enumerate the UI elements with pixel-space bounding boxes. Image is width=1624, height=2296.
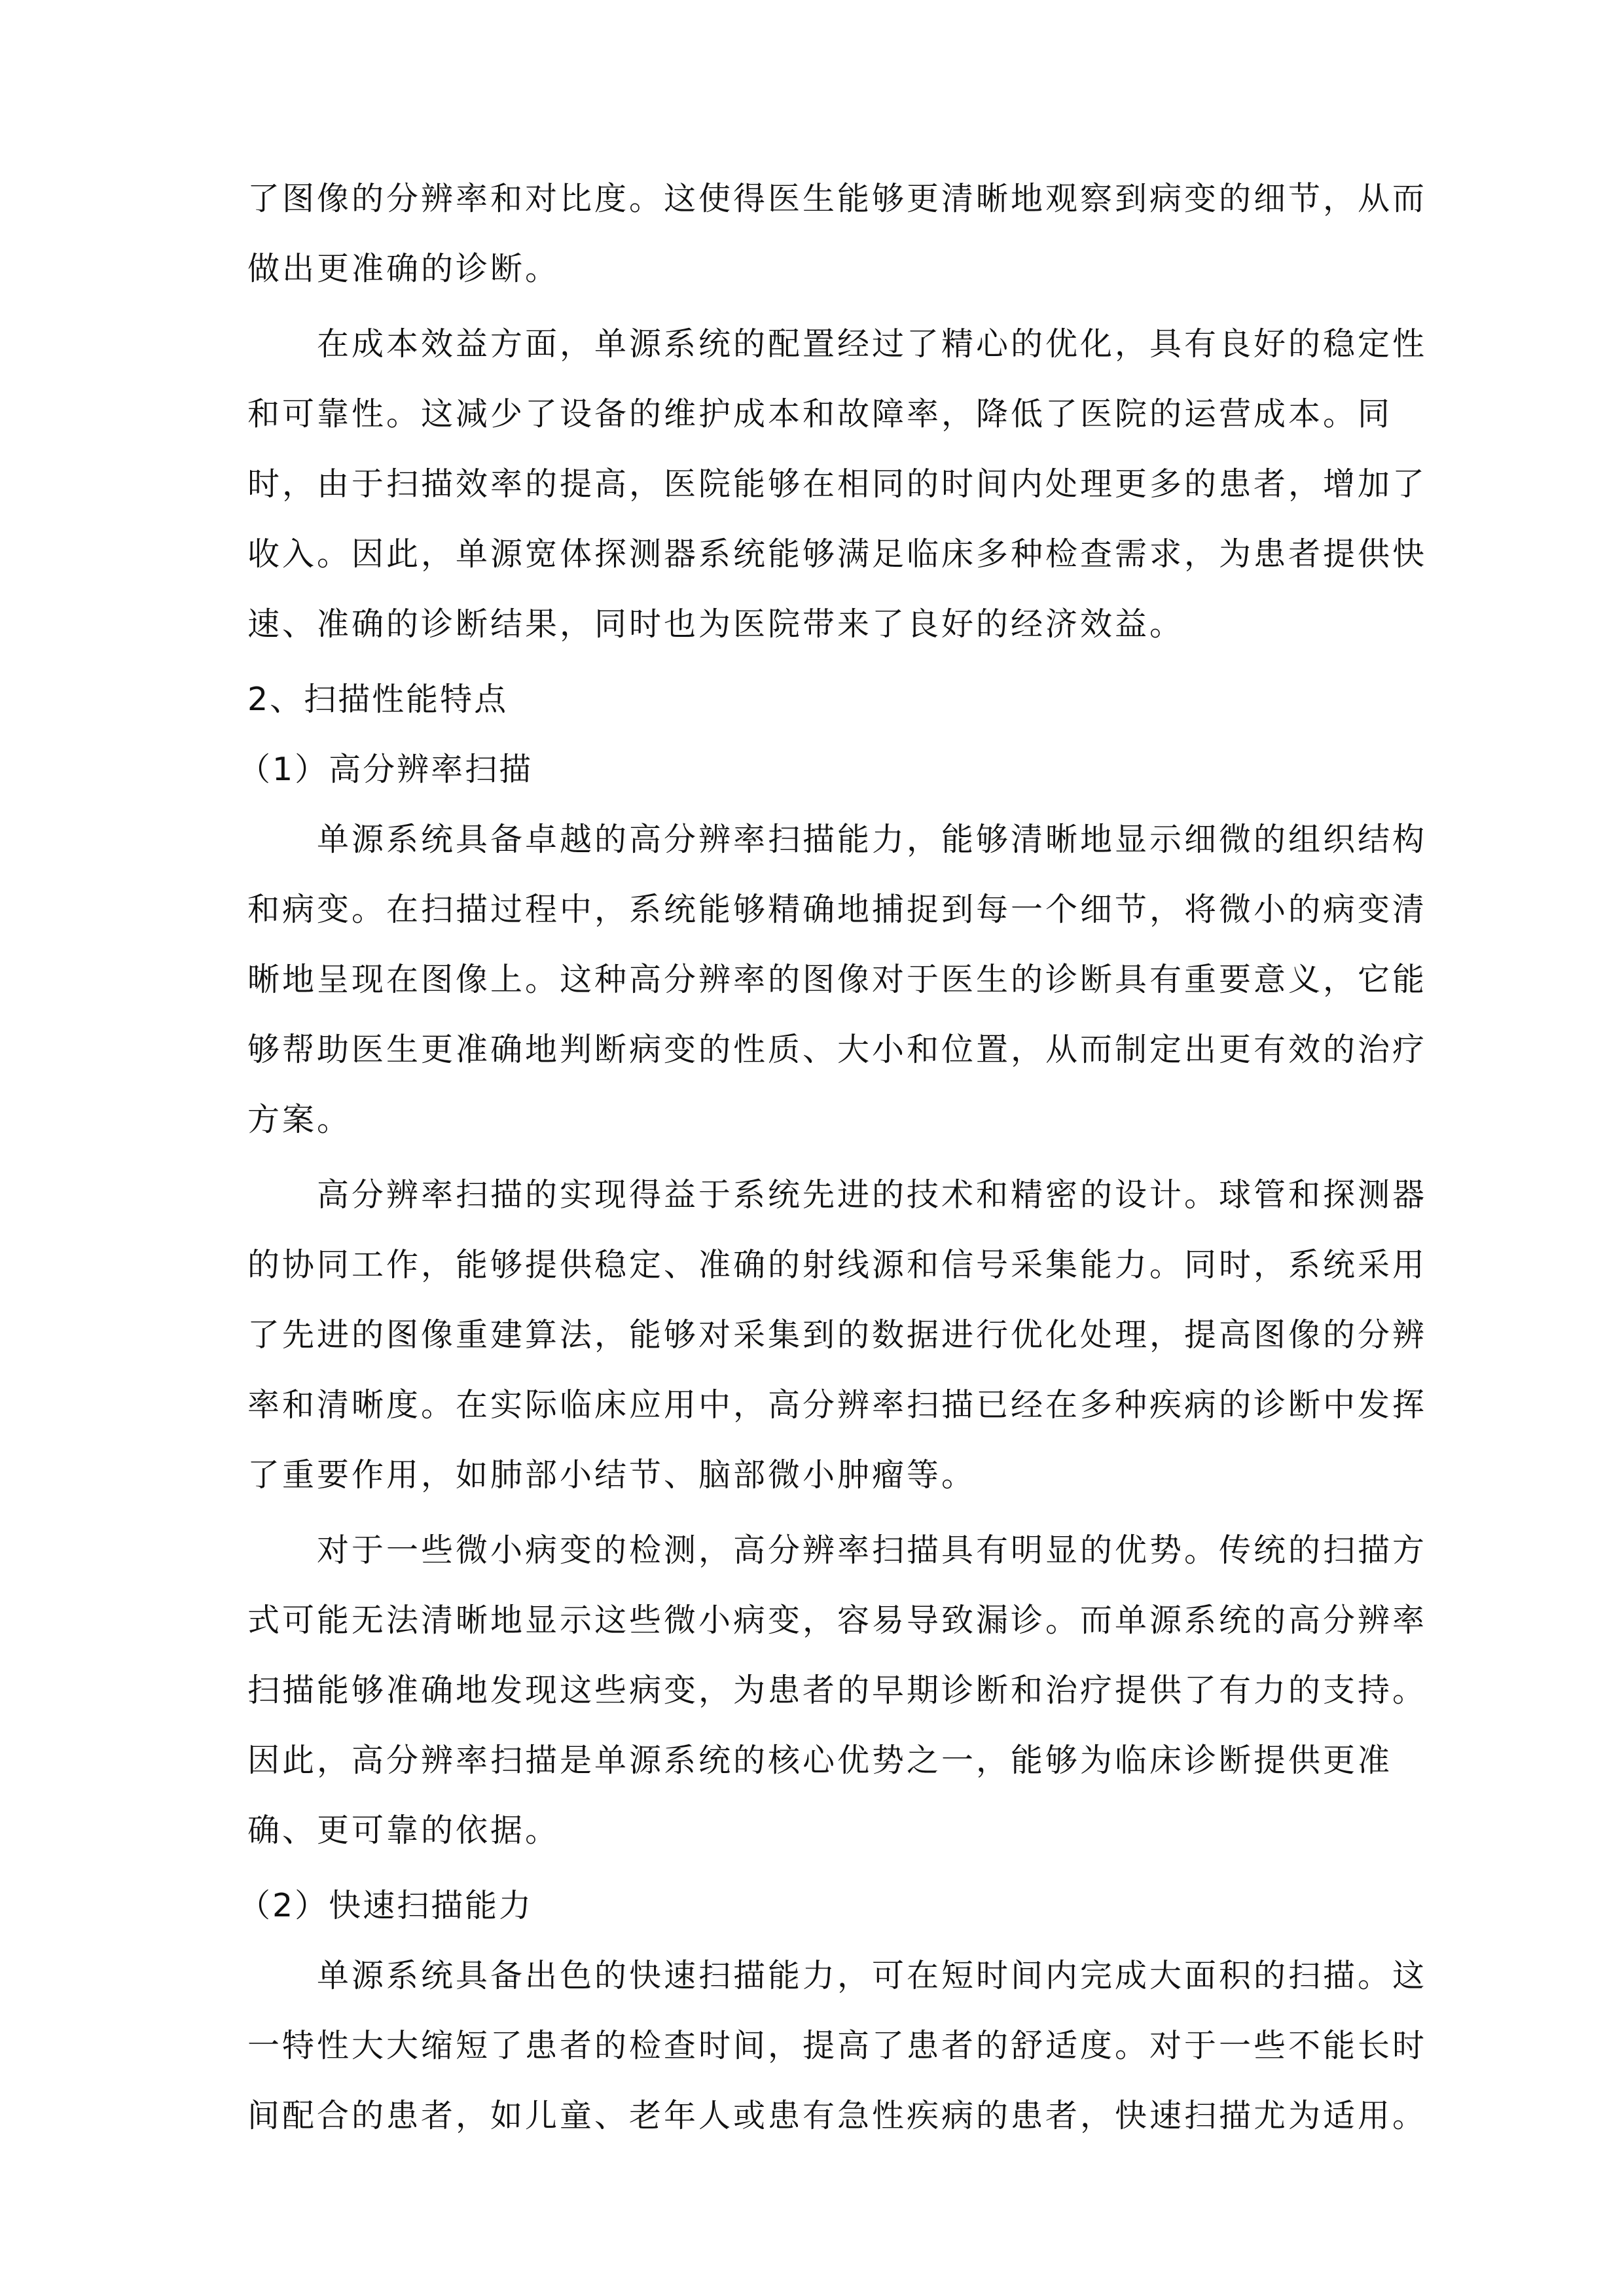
text-line: 高分辨率扫描的实现得益于系统先进的技术和精密的设计。球管和探测器 [317, 1176, 1428, 1213]
text-line: 式可能无法清晰地显示这些微小病变，容易导致漏诊。而单源系统的高分辨率 [247, 1602, 1428, 1639]
text-line: 时，由于扫描效率的提高，医院能够在相同的时间内处理更多的患者，增加了 [247, 465, 1428, 503]
text-line: 够帮助医生更准确地判断病变的性质、大小和位置，从而制定出更有效的治疗 [247, 1031, 1428, 1068]
text-line: 晰地呈现在图像上。这种高分辨率的图像对于医生的诊断具有重要意义，它能 [247, 961, 1428, 998]
text-line: 了重要作用，如肺部小结节、脑部微小肿瘤等。 [247, 1456, 977, 1494]
text-line: 确、更可靠的依据。 [247, 1812, 560, 1849]
text-line: 的协同工作，能够提供稳定、准确的射线源和信号采集能力。同时，系统采用 [247, 1246, 1428, 1283]
text-line: 了先进的图像重建算法，能够对采集到的数据进行优化处理，提高图像的分辨 [247, 1316, 1428, 1354]
text-line: 因此，高分辨率扫描是单源系统的核心优势之一，能够为临床诊断提供更准 [247, 1742, 1393, 1779]
text-line: 一特性大大缩短了患者的检查时间，提高了患者的舒适度。对于一些不能长时 [247, 2027, 1428, 2064]
text-line: 做出更准确的诊断。 [247, 250, 560, 287]
text-line: 扫描能够准确地发现这些病变，为患者的早期诊断和治疗提供了有力的支持。 [247, 1672, 1428, 1709]
paragraph [247, 164, 1428, 304]
text-line: 对于一些微小病变的检测，高分辨率扫描具有明显的优势。传统的扫描方 [317, 1532, 1428, 1569]
text-line: 在成本效益方面，单源系统的配置经过了精心的优化，具有良好的稳定性 [317, 325, 1428, 363]
subsection-heading: （1）高分辨率扫描 [238, 751, 533, 788]
text-line: 和可靠性。这减少了设备的维护成本和故障率，降低了医院的运营成本。同 [247, 395, 1393, 433]
text-line: 单源系统具备出色的快速扫描能力，可在短时间内完成大面积的扫描。这 [317, 1957, 1428, 1994]
paragraph [247, 1160, 1428, 1510]
text-line: 和病变。在扫描过程中，系统能够精确地捕捉到每一个细节，将微小的病变清 [247, 891, 1428, 928]
paragraph [247, 1941, 1428, 2151]
paragraph [247, 309, 1428, 659]
text-line: 方案。 [247, 1101, 352, 1138]
text-line: 收入。因此，单源宽体探测器系统能够满足临床多种检查需求，为患者提供快 [247, 535, 1428, 573]
text-line: 间配合的患者，如儿童、老年人或患有急性疾病的患者，快速扫描尤为适用。 [247, 2097, 1428, 2134]
subsection-heading: （2）快速扫描能力 [238, 1887, 533, 1924]
paragraph [247, 1515, 1428, 1865]
section-heading: 2、扫描性能特点 [247, 681, 509, 718]
text-line: 了图像的分辨率和对比度。这使得医生能够更清晰地观察到病变的细节，从而 [247, 180, 1428, 217]
text-line: 单源系统具备卓越的高分辨率扫描能力，能够清晰地显示细微的组织结构 [317, 821, 1428, 858]
document-body [238, 164, 1428, 2151]
text-line: 率和清晰度。在实际临床应用中，高分辨率扫描已经在多种疾病的诊断中发挥 [247, 1386, 1428, 1424]
paragraph [247, 804, 1428, 1155]
text-line: 速、准确的诊断结果，同时也为医院带来了良好的经济效益。 [247, 605, 1185, 643]
